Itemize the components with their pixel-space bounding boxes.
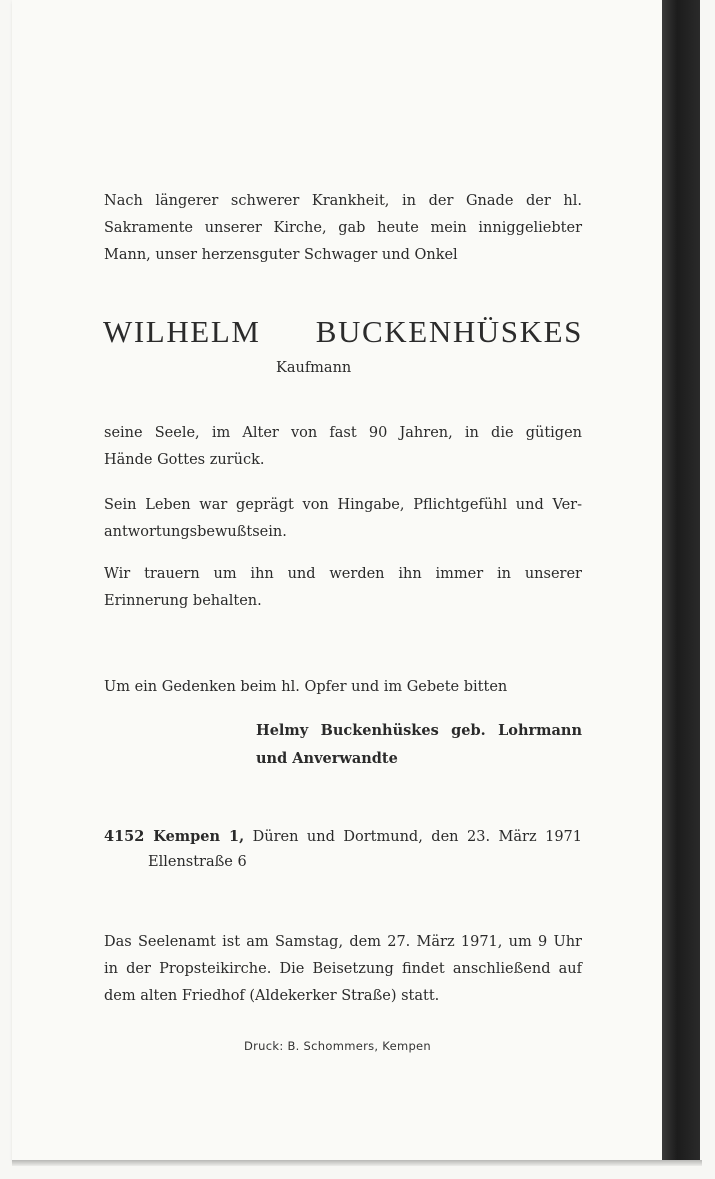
intro-line: Nach längerer schwerer Krankheit, in der Gnade der hl. xyxy=(104,193,582,209)
request-line: Um ein Gedenken beim hl. Opfer und im Gebete bitten xyxy=(104,679,508,695)
card-shadow xyxy=(12,1160,702,1166)
intro-line: Mann, unser herzensguter Schwager und Onkel xyxy=(104,247,458,263)
place-bold: 4152 Kempen 1, xyxy=(104,828,245,845)
requiem-line: in der Propsteikirche. Die Beisetzung findet anschließend auf xyxy=(104,961,582,977)
soul-line: Hände Gottes zurück. xyxy=(104,452,265,468)
street-address: Ellenstraße 6 xyxy=(148,854,247,870)
signer-line: Helmy Buckenhüskes geb. Lohrmann xyxy=(256,722,582,739)
mourning-paragraph xyxy=(104,561,582,615)
printer-credit: Druck: B. Schommers, Kempen xyxy=(243,1039,432,1053)
place-date-line xyxy=(104,823,582,851)
requiem-line: dem alten Friedhof (Aldekerker Straße) statt. xyxy=(104,988,440,1004)
card-binding-edge xyxy=(662,0,700,1162)
soul-line: seine Seele, im Alter von fast 90 Jahren, in die gütigen xyxy=(104,425,582,441)
mourning-line: Wir trauern um ihn und werden ihn immer in unserer xyxy=(104,566,582,582)
mourning-line: Erinnerung behalten. xyxy=(104,593,262,609)
life-paragraph xyxy=(104,492,582,546)
intro-line: Sakramente unserer Kirche, gab heute mein inniggeliebter xyxy=(104,220,582,236)
requiem-paragraph xyxy=(104,929,582,1010)
signer-line: und Anverwandte xyxy=(256,750,398,767)
requiem-line: Das Seelenamt ist am Samstag, dem 27. März 1971, um 9 Uhr xyxy=(104,934,582,950)
life-line: Sein Leben war geprägt von Hingabe, Pflichtgefühl und Ver- xyxy=(104,497,582,513)
place-rest: Düren und Dortmund, den 23. März 1971 xyxy=(252,829,583,845)
intro-paragraph xyxy=(104,188,582,269)
life-line: antwortungsbewußtsein. xyxy=(104,524,287,540)
deceased-name: WILHELM BUCKENHÜSKES xyxy=(103,314,583,349)
soul-paragraph xyxy=(104,420,582,474)
memorial-request xyxy=(104,674,582,701)
signers-block xyxy=(256,717,582,773)
place-date xyxy=(104,823,582,851)
profession: Kaufmann xyxy=(276,360,352,376)
